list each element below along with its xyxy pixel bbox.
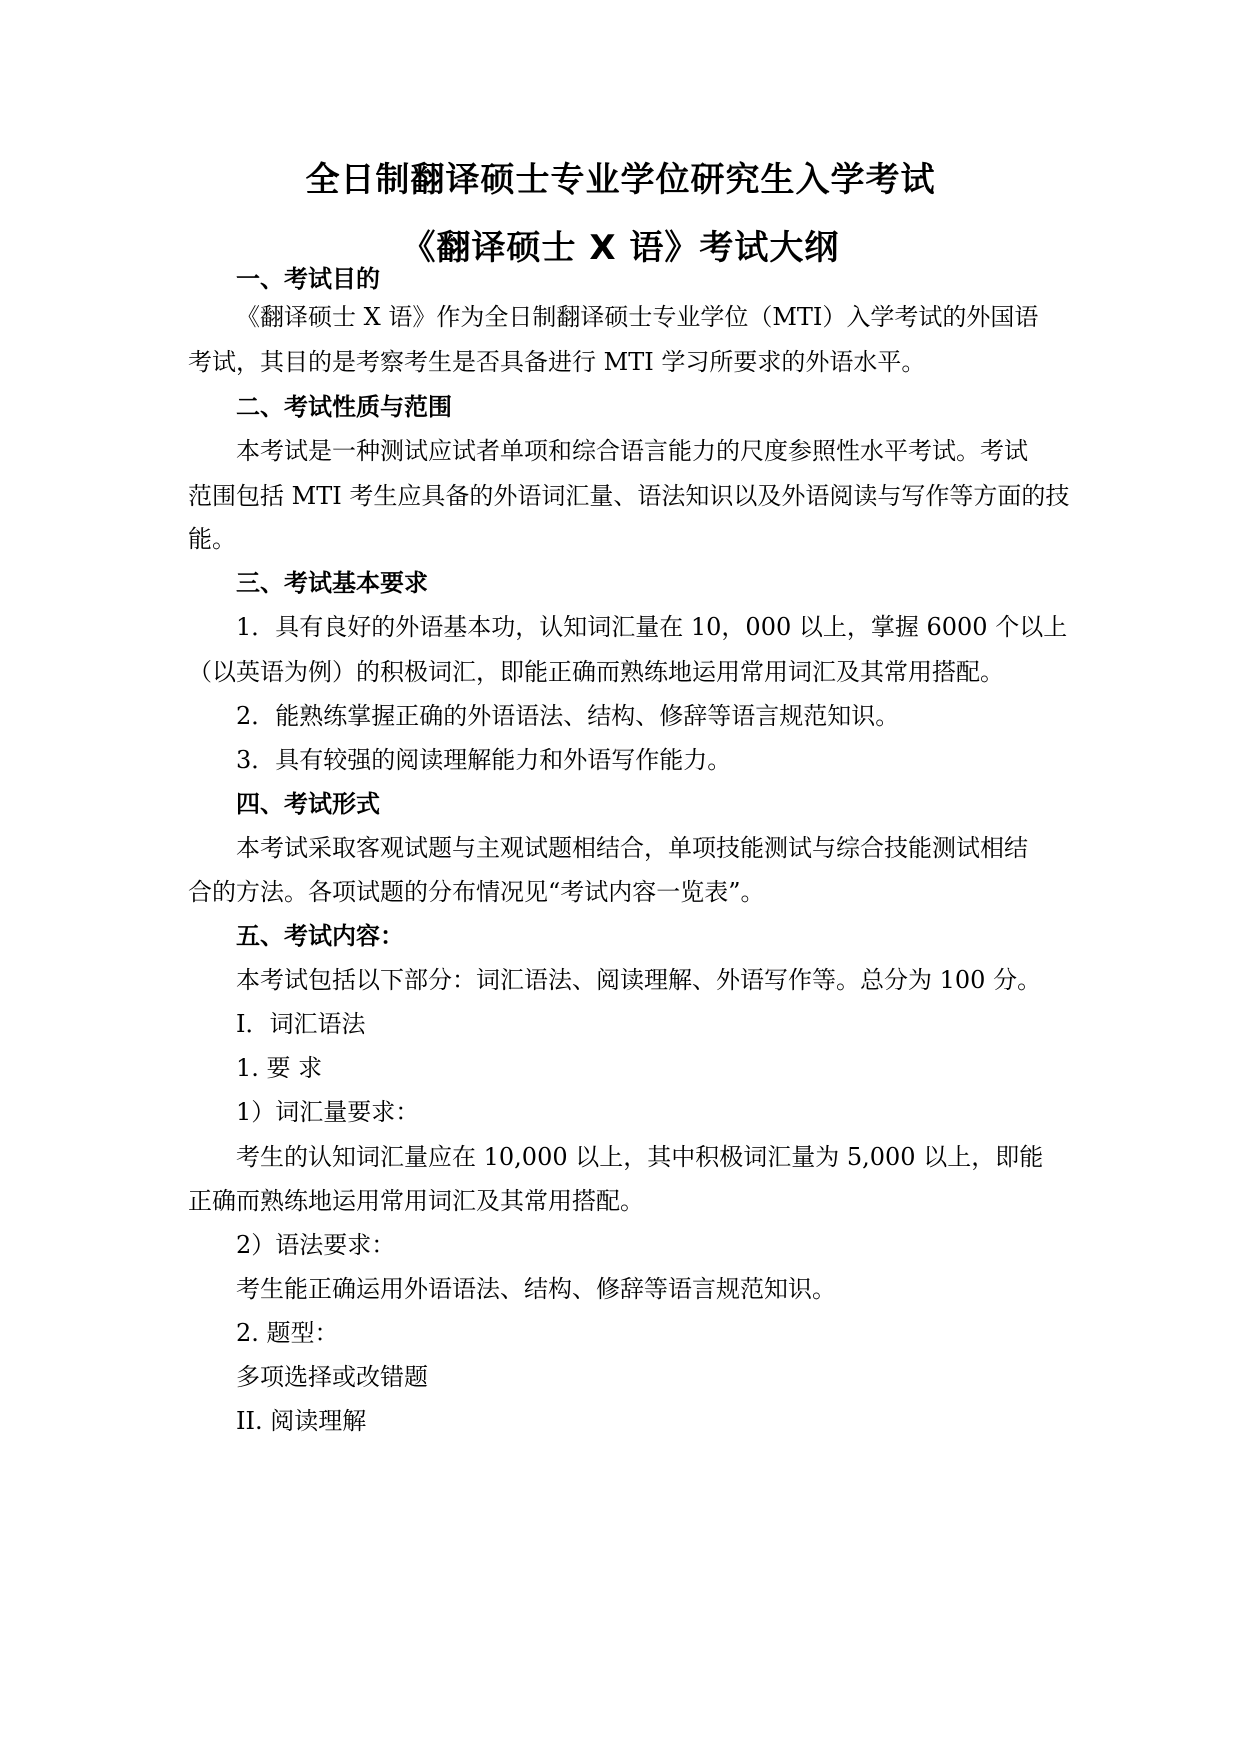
- paragraph-line: 范围包括 MTI 考生应具备的外语词汇量、语法知识以及外语阅读与写作等方面的技: [188, 482, 1070, 510]
- subsection-heading: 1）词汇量要求：: [236, 1098, 420, 1126]
- section-heading-2: 二、考试性质与范围: [236, 393, 452, 421]
- paragraph-line: 《翻译硕士 X 语》作为全日制翻译硕士专业学位（MTI）入学考试的外国语: [236, 303, 1039, 331]
- paragraph-line: 合的方法。各项试题的分布情况见“考试内容一览表”。: [188, 878, 765, 906]
- section-heading-5: 五、考试内容：: [236, 922, 404, 950]
- paragraph-line: 正确而熟练地运用常用词汇及其常用搭配。: [188, 1187, 644, 1215]
- paragraph-line: 多项选择或改错题: [236, 1363, 428, 1391]
- list-item: 1．具有良好的外语基本功，认知词汇量在 10，000 以上，掌握 6000 个以上: [236, 613, 1068, 641]
- list-item: 2．能熟练掌握正确的外语语法、结构、修辞等语言规范知识。: [236, 702, 900, 730]
- doc-title-line2: 《翻译硕士 X 语》考试大纲: [401, 228, 840, 268]
- paragraph-line: 本考试是一种测试应试者单项和综合语言能力的尺度参照性水平考试。考试: [236, 437, 1028, 465]
- paragraph-line: 本考试采取客观试题与主观试题相结合，单项技能测试与综合技能测试相结: [236, 834, 1028, 862]
- list-item: 3．具有较强的阅读理解能力和外语写作能力。: [236, 746, 732, 774]
- section-heading-3: 三、考试基本要求: [236, 569, 428, 597]
- paragraph-line: 本考试包括以下部分：词汇语法、阅读理解、外语写作等。总分为 100 分。: [236, 966, 1042, 994]
- section-heading-4: 四、考试形式: [236, 790, 380, 818]
- paragraph-line: 考试，其目的是考察考生是否具备进行 MTI 学习所要求的外语水平。: [188, 348, 926, 376]
- paragraph-line: 考生的认知词汇量应在 10,000 以上，其中积极词汇量为 5,000 以上，即能: [236, 1143, 1044, 1171]
- paragraph-line: （以英语为例）的积极词汇，即能正确而熟练地运用常用词汇及其常用搭配。: [188, 658, 1004, 686]
- section-heading-1: 一、考试目的: [236, 265, 380, 293]
- paragraph-line: 考生能正确运用外语语法、结构、修辞等语言规范知识。: [236, 1275, 836, 1303]
- paragraph-line: 能。: [188, 525, 236, 553]
- subsection-heading: 2）语法要求：: [236, 1231, 396, 1259]
- doc-title-line1: 全日制翻译硕士专业学位研究生入学考试: [305, 160, 936, 200]
- subsection-heading: 1. 要 求: [236, 1054, 323, 1082]
- subsection-heading: II. 阅读理解: [236, 1407, 367, 1435]
- subsection-heading: I．词汇语法: [236, 1010, 366, 1038]
- subsection-heading: 2. 题型：: [236, 1319, 339, 1347]
